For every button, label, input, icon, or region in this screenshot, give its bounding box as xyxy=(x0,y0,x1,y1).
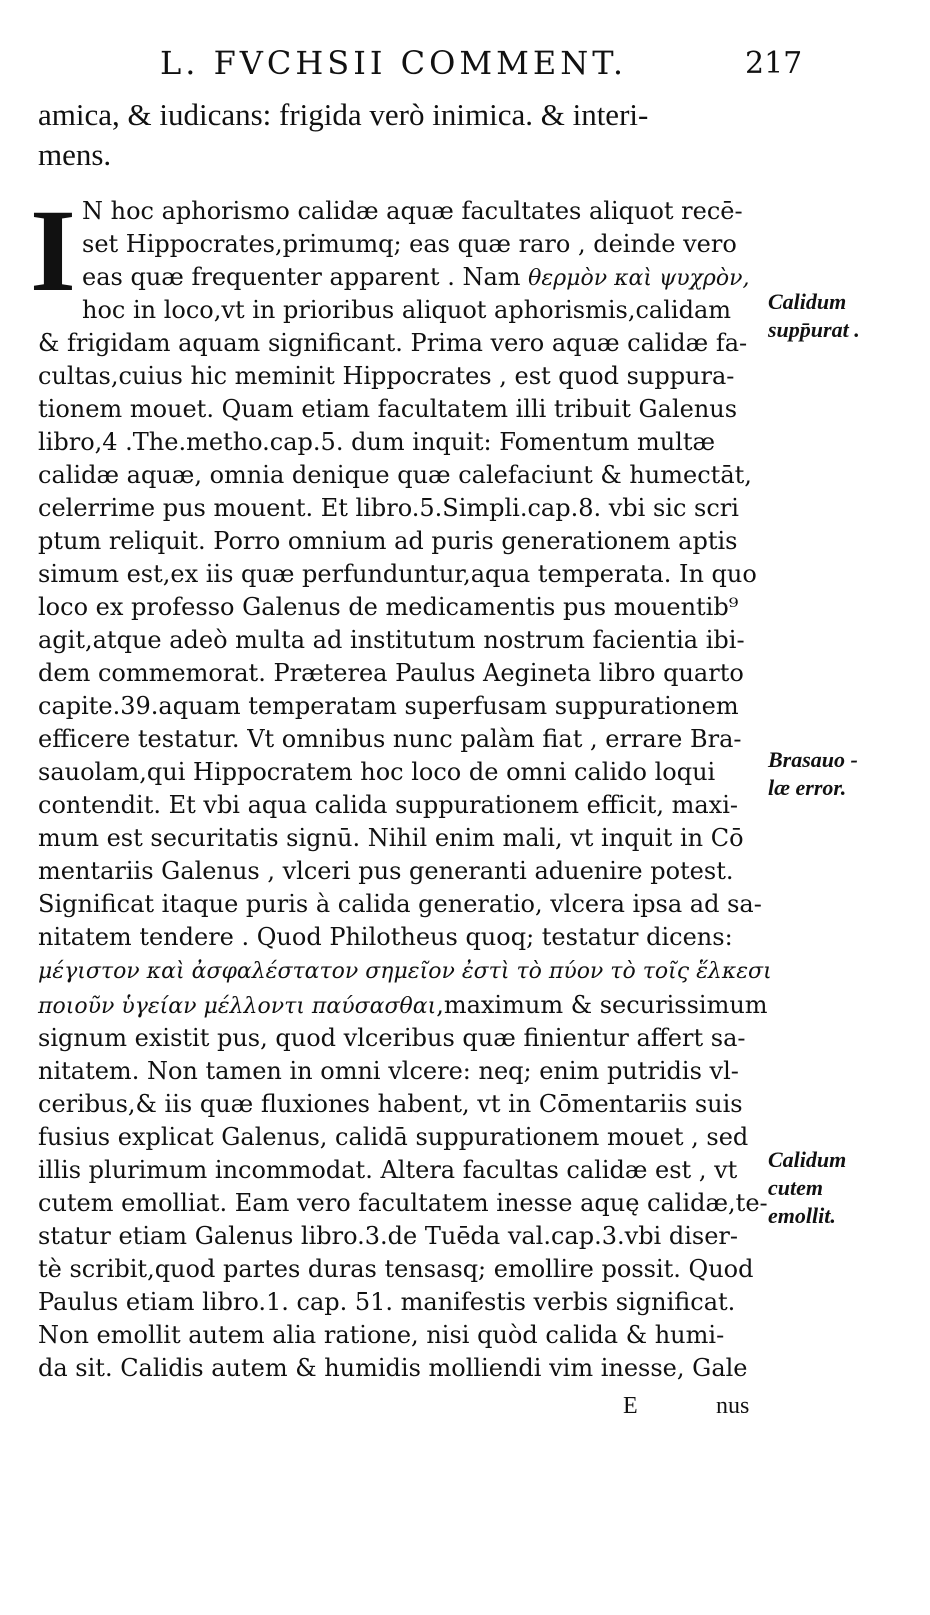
commentary-line-20: mum est securitatis signū. Nihil enim mali, vt inquit in Cō xyxy=(38,824,744,852)
marginal-note-line: cutem xyxy=(768,1175,823,1200)
commentary-line-25 xyxy=(38,990,768,1022)
commentary-line-17: efficere testatur. Vt omnibus nunc palàm fiat , errare Bra- xyxy=(38,725,742,753)
commentary-line-6: cultas,cuius hic meminit Hippocrates , est quod suppura- xyxy=(38,362,735,390)
commentary-line-19: contendit. Et vbi aqua calida suppurationem efficit, maxi- xyxy=(38,791,738,819)
commentary-line-3 xyxy=(82,262,749,294)
commentary-line-36: da sit. Calidis autem & humidis molliendi vim inesse, Gale xyxy=(38,1354,748,1382)
commentary-line-18: sauolam,qui Hippocratem hoc loco de omni calido loqui xyxy=(38,758,716,786)
commentary-line-7: tionem mouet. Quam etiam facultatem illi tribuit Galenus xyxy=(38,395,738,423)
commentary-line-25-latin: ,maximum & securissimum xyxy=(436,991,768,1019)
commentary-line-12: simum est,ex iis quæ perfunduntur,aqua temperata. In quo xyxy=(38,560,757,588)
marginal-note-line: emollit. xyxy=(768,1203,836,1228)
marginal-note-line: supp̄urat . xyxy=(768,317,860,342)
commentary-line-3-latin: eas quæ frequenter apparent . Nam xyxy=(82,263,521,291)
marginal-note-line: læ error. xyxy=(768,775,847,800)
lemma-line-1: amica, & iudicans: frigida verò inimica. & interi- xyxy=(38,97,649,132)
commentary-line-5: & frigidam aquam significant. Prima vero aquæ calidæ fa- xyxy=(38,329,748,357)
commentary-line-30: illis plurimum incommodat. Altera facultas calidæ est , vt xyxy=(38,1156,738,1184)
commentary-line-28: ceribus,& iis quæ fluxiones habent, vt in Cōmentariis suis xyxy=(38,1090,743,1118)
commentary-line-29: fusius explicat Galenus, calidā suppurationem mouet , sed xyxy=(38,1123,749,1151)
marginal-note-brasauolae-error xyxy=(768,746,858,802)
commentary-line-2: set Hippocrates,primumq; eas quæ raro , deinde vero xyxy=(82,230,737,258)
marginal-note-line: Calidum xyxy=(768,289,847,314)
commentary-line-27: nitatem. Non tamen in omni vlcere: neq; enim putridis vl- xyxy=(38,1057,739,1085)
commentary-line-31: cutem emolliat. Eam vero facultatem inesse aquę calidæ,te- xyxy=(38,1189,768,1217)
marginal-note-calidum-suppurat xyxy=(768,288,860,344)
commentary-line-21: mentariis Galenus , vlceri pus generanti aduenire potest. xyxy=(38,857,734,885)
commentary-line-23: nitatem tendere . Quod Philotheus quoq; testatur dicens: xyxy=(38,923,733,951)
marginal-note-calidum-cutem-emollit xyxy=(768,1146,846,1230)
commentary-line-34: Paulus etiam libro.1. cap. 51. manifestis verbis significat. xyxy=(38,1288,736,1316)
commentary-line-13: loco ex professo Galenus de medicamentis pus mouentib⁹ xyxy=(38,593,739,621)
commentary-line-8: libro,4 .The.metho.cap.5. dum inquit: Fomentum multæ xyxy=(38,428,716,456)
commentary-line-16: capite.39.aquam temperatam superfusam suppurationem xyxy=(38,692,739,720)
marginal-note-line: Brasauo - xyxy=(768,747,858,772)
lemma-line-2: mens. xyxy=(38,137,112,172)
running-head: L. FVCHSII COMMENT. xyxy=(160,44,628,82)
commentary-line-4: hoc in loco,vt in prioribus aliquot aphorismis,calidam xyxy=(82,296,732,324)
commentary-line-35: Non emollit autem alia ratione, nisi quòd calida & humi- xyxy=(38,1321,725,1349)
commentary-line-32: statur etiam Galenus libro.3.de Tuēda val.cap.3.vbi diser- xyxy=(38,1222,738,1250)
greek-quotation-line-1: μέγιστον καὶ ἀσφαλέστατον σημεῖον ἐστὶ τὸ πύον τὸ τοῖς ἕλκεσι xyxy=(38,959,772,984)
page-number: 217 xyxy=(745,46,803,81)
catchword: nus xyxy=(716,1393,750,1419)
commentary-line-15: dem commemorat. Præterea Paulus Aegineta libro quarto xyxy=(38,659,744,687)
commentary-line-33: tè scribit,quod partes duras tensasq; emollire possit. Quod xyxy=(38,1255,754,1283)
commentary-line-10: celerrime pus mouent. Et libro.5.Simpli.cap.8. vbi sic scri xyxy=(38,494,739,522)
greek-quotation-line-2: ποιοῦν ὑγείαν μέλλοντι παύσασθαι xyxy=(38,994,437,1019)
marginal-note-line: Calidum xyxy=(768,1147,847,1172)
signature-mark: E xyxy=(623,1393,638,1419)
commentary-line-14: agit,atque adeò multa ad institutum nostrum facientia ibi- xyxy=(38,626,745,654)
greek-hot-cold: θερμὸν καὶ ψυχρὸν, xyxy=(528,266,750,291)
drop-cap: I xyxy=(30,185,76,316)
commentary-line-22: Significat itaque puris à calida generatio, vlcera ipsa ad sa- xyxy=(38,890,762,918)
commentary-line-9: calidæ aquæ, omnia denique quæ calefaciunt & humectāt, xyxy=(38,461,752,489)
commentary-line-26: signum existit pus, quod vlceribus quæ finientur affert sa- xyxy=(38,1024,746,1052)
commentary-line-11: ptum reliquit. Porro omnium ad puris generationem aptis xyxy=(38,527,738,555)
commentary-line-1: N hoc aphorismo calidæ aquæ facultates aliquot recē- xyxy=(82,197,743,225)
